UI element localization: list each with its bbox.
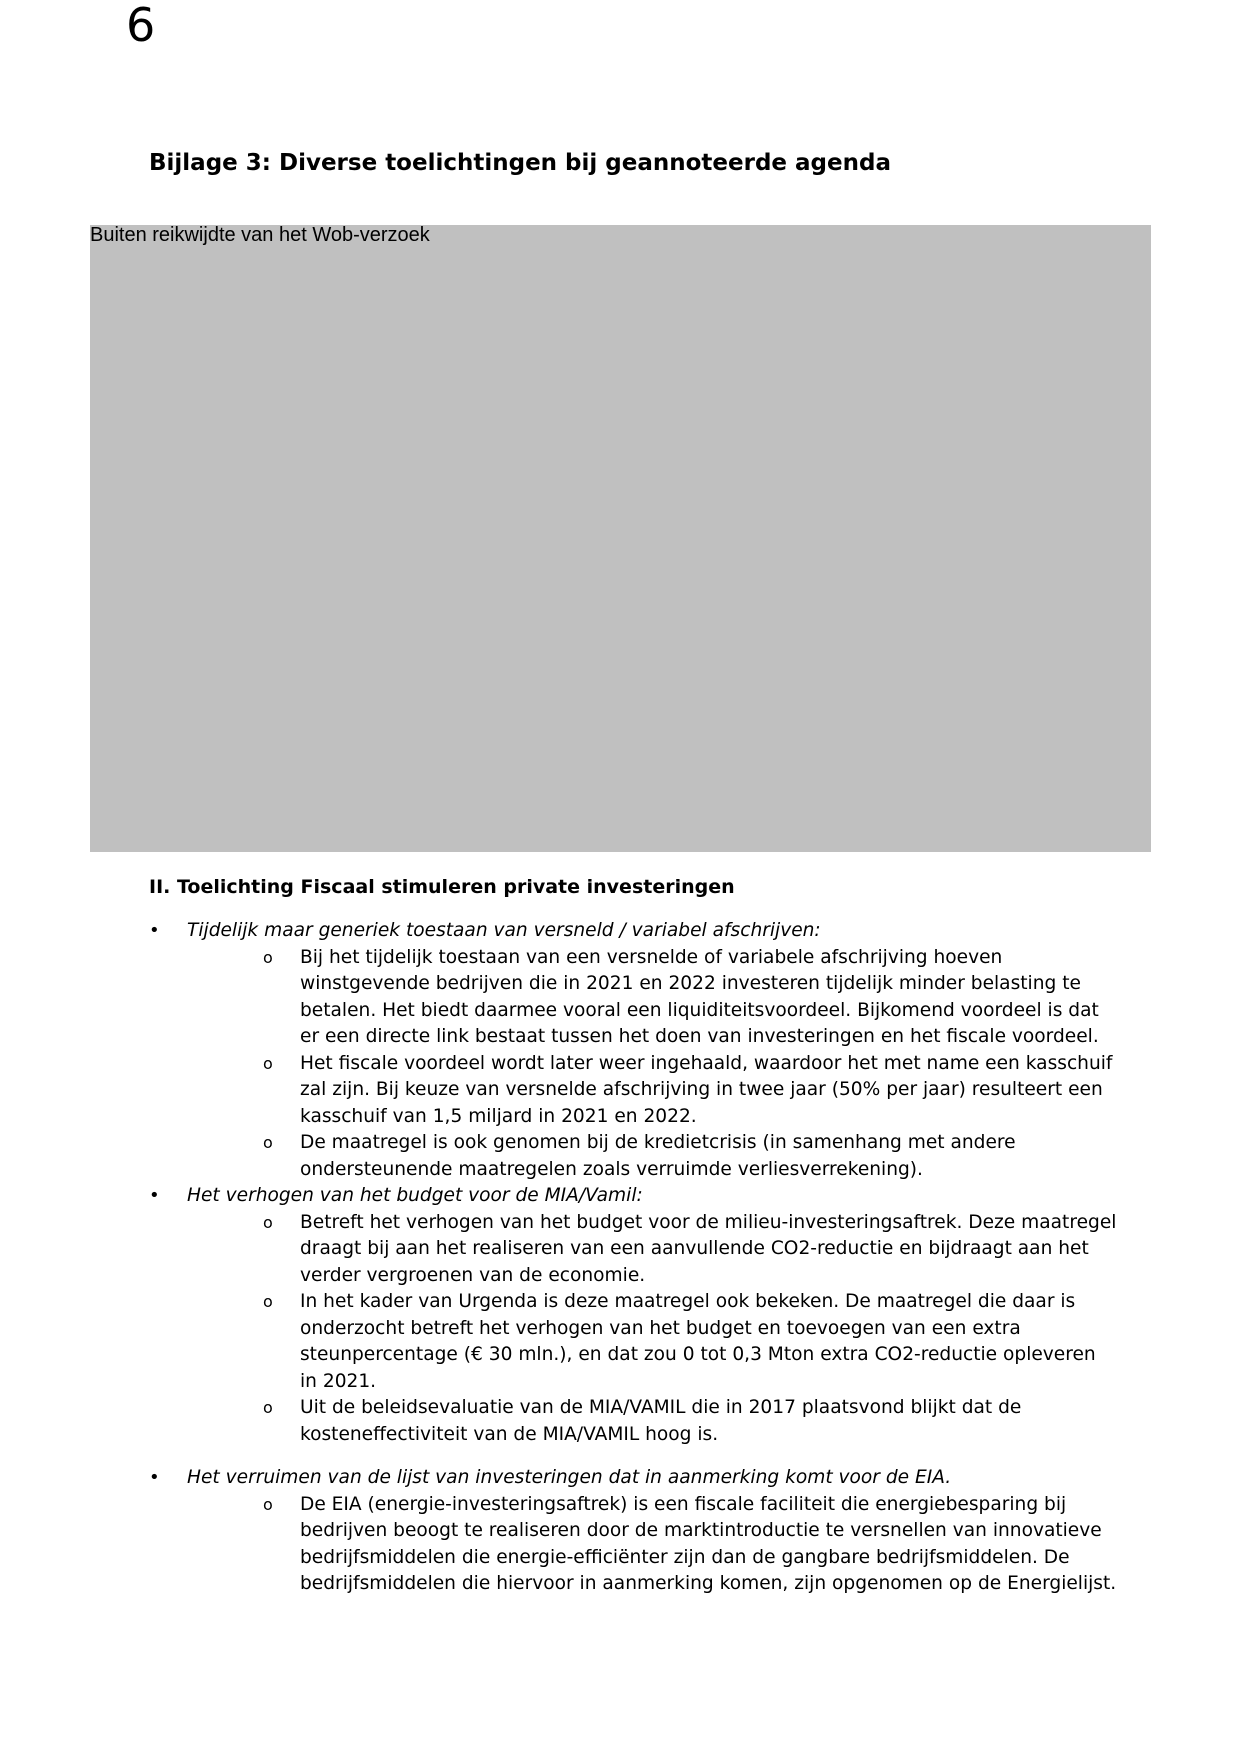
sub-list	[187, 1210, 1119, 1449]
sub-list-item	[187, 945, 1119, 1051]
sub-marker: o	[263, 1212, 273, 1232]
sub-list	[187, 945, 1119, 1184]
text-line: in 2021.	[300, 1370, 377, 1392]
text-line: er een directe link bestaat tussen het doen van investeringen en het fiscale voordeel.	[300, 1026, 1099, 1047]
text-line: Betreft het verhogen van het budget voor de milieu-investeringsaftrek. Deze maatregel	[300, 1211, 1117, 1233]
text-line: Uit de beleidsevaluatie van de MIA/VAMIL die in 2017 plaatsvond blijkt dat de	[300, 1397, 1022, 1418]
text-line: De EIA (energie-investeringsaftrek) is een fiscale faciliteit die energiebesparing bij	[300, 1493, 1067, 1515]
redacted-block	[90, 225, 1151, 852]
sub-list-item	[187, 1130, 1119, 1183]
sub-list-item	[187, 1492, 1119, 1598]
sub-marker: o	[263, 1292, 273, 1311]
sub-marker: o	[263, 1494, 273, 1514]
text-line: In het kader van Urgenda is deze maatregel ook bekeken. De maatregel die daar is	[300, 1291, 1076, 1312]
text-line: steunpercentage (€ 30 mln.), en dat zou 0 tot 0,3 Mton extra CO2-reductie opleveren	[300, 1344, 1096, 1365]
text-line: onderzocht betreft het verhogen van het budget en toevoegen van een extra	[300, 1317, 1021, 1339]
sub-marker: o	[263, 1133, 273, 1152]
sub-marker: o	[263, 1053, 273, 1073]
text-line: winstgevende bedrijven die in 2021 en 2022 investeren tijdelijk minder belasting te	[300, 973, 1081, 994]
text-line: kosteneffectiviteit van de MIA/VAMIL hoog is.	[300, 1423, 719, 1445]
sub-list	[187, 1492, 1119, 1598]
text-line: De maatregel is ook genomen bij de kredietcrisis (in samenhang met andere	[300, 1132, 1016, 1153]
bullet-marker: •	[149, 920, 160, 941]
sub-list-item	[187, 1051, 1119, 1131]
text-line: bedrijfsmiddelen die hiervoor in aanmerking komen, zijn opgenomen op de Energielijst.	[300, 1573, 1117, 1594]
text-line: verder vergroenen van de economie.	[300, 1264, 646, 1286]
text-line: Het fiscale voordeel wordt later weer ingehaald, waardoor het met name een kasschuif	[300, 1052, 1113, 1074]
bullet-text: Tijdelijk maar generiek toestaan van versneld / variabel afschrijven:	[187, 920, 821, 941]
page-number: 6	[126, 0, 156, 52]
sub-marker: o	[263, 947, 273, 967]
text-line: zal zijn. Bij keuze van versnelde afschrijving in twee jaar (50% per jaar) resulteert een	[300, 1079, 1103, 1100]
text-line: bedrijfsmiddelen die energie-efficiënter zijn dan de gangbare bedrijfsmiddelen. De	[300, 1546, 1070, 1568]
bullet-marker: •	[149, 1185, 160, 1206]
redaction-label: Buiten reikwijdte van het Wob-verzoek	[90, 224, 430, 246]
text-line: draagt bij aan het realiseren van een aanvullende CO2-reductie en bijdraagt aan het	[300, 1238, 1089, 1259]
text-line: Bij het tijdelijk toestaan van een versnelde of variabele afschrijving hoeven	[300, 946, 1003, 968]
list-item	[149, 1183, 1119, 1448]
bullet-text: Het verhogen van het budget voor de MIA/Vamil:	[187, 1185, 643, 1206]
sub-list-item	[187, 1289, 1119, 1395]
list-item	[149, 918, 1119, 1183]
text-line: bedrijven beoogt te realiseren door de marktintroductie te versnellen van innovatieve	[300, 1520, 1102, 1541]
section-heading: II. Toelichting Fiscaal stimuleren private investeringen	[149, 876, 735, 898]
bullet-list	[149, 918, 1119, 1598]
sub-marker: o	[263, 1398, 273, 1417]
document-title: Bijlage 3: Diverse toelichtingen bij geannoteerde agenda	[149, 150, 891, 176]
text-line: betalen. Het biedt daarmee vooral een liquiditeitsvoordeel. Bijkomend voordeel is dat	[300, 999, 1099, 1021]
sub-list-item	[187, 1210, 1119, 1290]
text-line: ondersteunende maatregelen zoals verruimde verliesverrekening).	[300, 1158, 923, 1180]
text-line: kasschuif van 1,5 miljard in 2021 en 2022.	[300, 1105, 697, 1127]
bullet-text: Het verruimen van de lijst van investeringen dat in aanmerking komt voor de EIA.	[187, 1467, 952, 1488]
bullet-marker: •	[149, 1467, 160, 1488]
sub-list-item	[187, 1395, 1119, 1448]
list-item	[149, 1465, 1119, 1598]
